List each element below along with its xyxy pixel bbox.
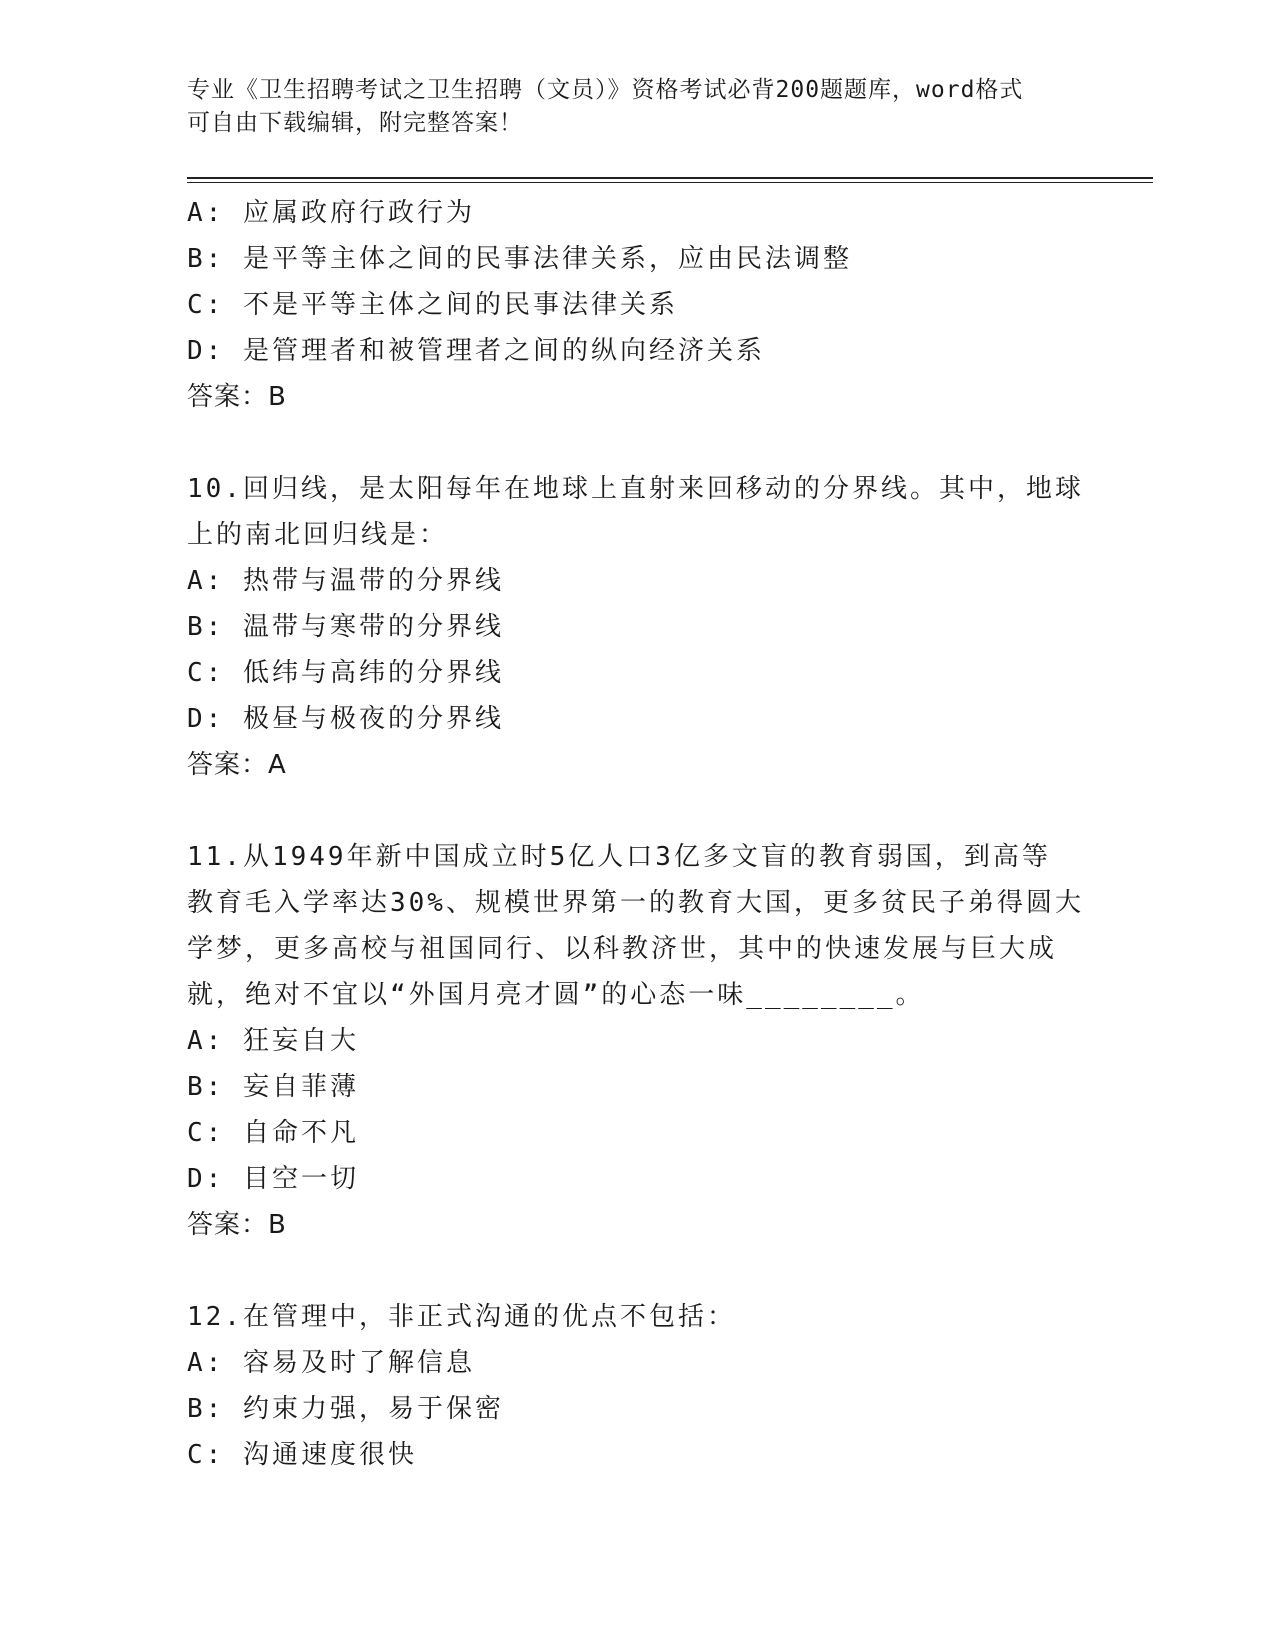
q11-option-b: B: 妄自菲薄 <box>187 1072 359 1102</box>
question-10-block <box>187 466 1087 788</box>
header-divider-thick <box>187 177 1153 179</box>
q11-option-d: D: 目空一切 <box>187 1164 359 1194</box>
q12-option-b: B: 约束力强，易于保密 <box>187 1394 504 1424</box>
q9-option-d: D: 是管理者和被管理者之间的纵向经济关系 <box>187 336 765 366</box>
q11-stem-line-1: 11.从1949年新中国成立时5亿人口3亿多文盲的教育弱国，到高等 <box>187 842 1051 872</box>
header-divider-thin <box>187 182 1153 183</box>
question-12-block <box>187 1294 1087 1478</box>
q11-stem-line-3: 学梦，更多高校与祖国同行、以科教济世，其中的快速发展与巨大成 <box>187 934 1058 964</box>
spacer <box>187 788 1087 834</box>
q11-stem-line-4: 就，绝对不宜以“外国月亮才圆”的心态一味________。 <box>187 980 925 1010</box>
q11-option-a: A: 狂妄自大 <box>187 1026 359 1056</box>
q12-option-c: C: 沟通速度很快 <box>187 1440 417 1470</box>
question-9-block <box>187 190 1087 420</box>
q12-stem-line-1: 12.在管理中，非正式沟通的优点不包括： <box>187 1302 736 1332</box>
header-title-line-1: 专业《卫生招聘考试之卫生招聘（文员）》资格考试必背200题题库，word格式 <box>187 77 1024 103</box>
q12-option-a: A: 容易及时了解信息 <box>187 1348 475 1378</box>
q10-stem-line-1: 10.回归线，是太阳每年在地球上直射来回移动的分界线。其中，地球 <box>187 474 1084 504</box>
q11-answer: 答案：B <box>187 1210 287 1240</box>
q10-option-c: C: 低纬与高纬的分界线 <box>187 658 504 688</box>
q10-stem-line-2: 上的南北回归线是： <box>187 520 449 550</box>
question-list <box>187 190 1087 1478</box>
question-11-block <box>187 834 1087 1248</box>
q10-option-b: B: 温带与寒带的分界线 <box>187 612 504 642</box>
spacer <box>187 1248 1087 1294</box>
spacer <box>187 420 1087 466</box>
q11-stem-line-2: 教育毛入学率达30%、规模世界第一的教育大国，更多贫民子弟得圆大 <box>187 888 1084 918</box>
q9-option-b: B: 是平等主体之间的民事法律关系，应由民法调整 <box>187 244 852 274</box>
q11-option-c: C: 自命不凡 <box>187 1118 359 1148</box>
q9-option-a: A: 应属政府行政行为 <box>187 198 475 228</box>
q10-option-d: D: 极昼与极夜的分界线 <box>187 704 504 734</box>
document-header <box>187 74 1067 140</box>
q9-answer: 答案：B <box>187 382 287 412</box>
q9-option-c: C: 不是平等主体之间的民事法律关系 <box>187 290 678 320</box>
header-title-line-2: 可自由下载编辑，附完整答案！ <box>187 110 523 136</box>
q10-option-a: A: 热带与温带的分界线 <box>187 566 504 596</box>
q10-answer: 答案：A <box>187 750 287 780</box>
